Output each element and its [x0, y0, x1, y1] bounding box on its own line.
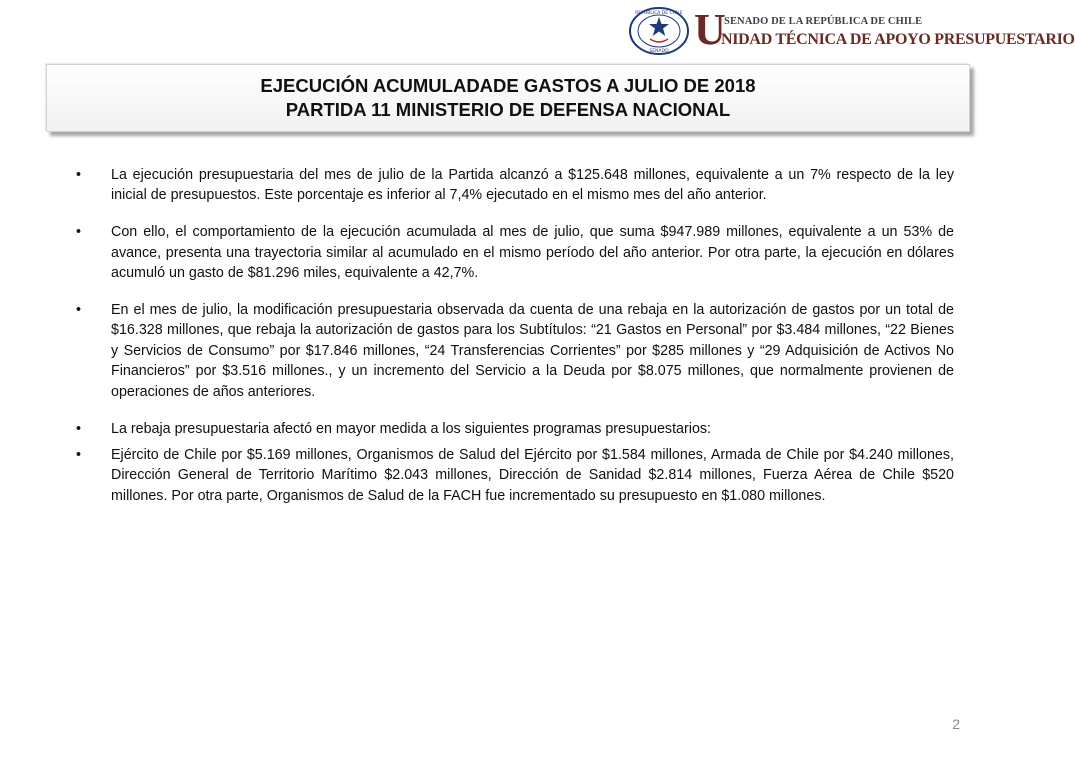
bullet-list [76, 165, 954, 506]
title-line-1: EJECUCIÓN ACUMULADADE GASTOS A JULIO DE 2018 [260, 75, 756, 96]
bullet-text: Con ello, el comportamiento de la ejecución acumulada al mes de julio, que suma $947.989 millones, equivalente a un 53% de avance, presenta una trayectoria similar al acumulado en el mismo período del año anterior. Por otra parte, la ejecución en dólares acumuló un gasto de $81.296 miles, equivalente a 42,7%. [111, 224, 954, 282]
title-box [46, 64, 970, 132]
seal-text-bottom: SENADO [649, 49, 669, 54]
bullet-icon: • [76, 302, 82, 319]
title-line-2: PARTIDA 11 MINISTERIO DE DEFENSA NACIONAL [285, 99, 731, 120]
bullet-icon: • [76, 167, 82, 183]
bullet-text: Ejército de Chile por $5.169 millones, Organismos de Salud del Ejército por $1.584 millones, Armada de Chile por $4.240 millones, Dirección General de Territorio Marítimo $2.043 millones, Dirección de Sanidad $2.814 millones, Fuerza Aérea de Chile $520 millones. Por otra parte, Organismos de Salud de la FACH fue incrementado su presupuesto en $1.080 millones. [111, 446, 954, 504]
brand-main-line: NIDAD TÉCNICA DE APOYO PRESUPUESTARIO [721, 31, 1075, 48]
page-number: 2 [952, 716, 960, 732]
bullet-item [76, 445, 954, 506]
bullet-item [76, 165, 954, 206]
header-logo [628, 5, 1075, 58]
senado-seal-icon [628, 6, 690, 56]
bullet-icon: • [76, 224, 82, 241]
seal-text-top: REPÚBLICA DE CHILE [635, 11, 683, 16]
bullet-icon: • [76, 446, 82, 463]
brand-top-line: SENADO DE LA REPÚBLICA DE CHILE [724, 16, 923, 27]
bullet-text: La rebaja presupuestaria afectó en mayor medida a los siguientes programas presupuestarios: [111, 420, 712, 437]
bullet-text: La ejecución presupuestaria del mes de julio de la Partida alcanzó a $125.648 millones, equivalente a un 7% respecto de la ley inicial de presupuestos. Este porcentaje es inferior al 7,4% ejecutado en el mismo mes del año anterior. [111, 167, 954, 204]
bullet-item [76, 300, 954, 402]
bullet-text: En el mes de julio, la modificación presupuestaria observada da cuenta de una rebaja en la autorización de gastos por un total de $16.328 millones, que rebaja la autorización de gastos para los Subtítulos: “21 Gastos en Personal” por $3.484 millones, “22 Bienes y Servicios de Consumo” por $17.846 millones, “24 Transferencias Corrientes” por $285 millones y “29 Adquisición de Activos No Financieros” por $3.516 millones., y un incremento del Servicio a la Deuda por $8.075 millones, que normalmente provienen de operaciones de años anteriores. [111, 302, 954, 400]
bullet-icon: • [76, 420, 82, 437]
bullet-item [76, 419, 954, 439]
brand-initial: U [694, 5, 726, 54]
bullet-item [76, 222, 954, 283]
